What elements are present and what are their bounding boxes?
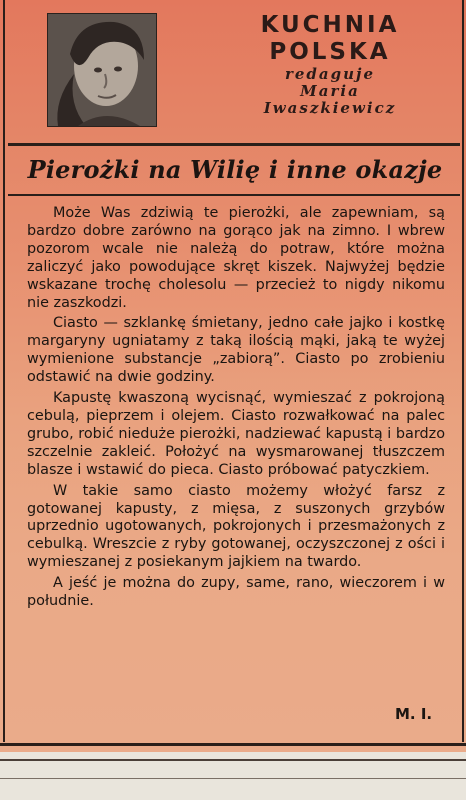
clipping-left-border: [3, 0, 5, 742]
masthead-line-2: POLSKA: [269, 39, 391, 65]
paragraph-dough: Ciasto — szklankę śmietany, jedno całe jajko i kostkę margaryny ugniatamy z taką ilością mąki, jaką te wyżej wymienione substancje „zabiorą”. Ciasto po zrobieniu odstawić na dwie godziny.: [27, 315, 445, 386]
article-title: Pierożki na Wilię i inne okazje: [27, 155, 443, 184]
masthead-editor-last-name: Iwaszkiewicz: [263, 99, 397, 117]
paragraph-serving: A jeść je można do zupy, same, rano, wieczorem i w południe.: [27, 575, 445, 610]
page-rule-thin: [0, 778, 466, 779]
article-body: [27, 205, 445, 614]
masthead-line-1: KUCHNIA: [260, 12, 400, 38]
clipping-right-border: [462, 0, 464, 742]
paragraph-intro: Może Was zdziwią te pierożki, ale zapewniam, są bardzo dobre zarówno na gorąco jak na zimno. I wbrew pozorom wcale nie należą do potraw, które można zaliczyć jako powodujące skręt kiszek. Najwyżej będzie wskazane trochę cholesolu — przecież to nigdy nikomu nie zaszkodzi.: [27, 205, 445, 311]
portrait-image: [48, 14, 156, 126]
header-rule: [8, 143, 460, 146]
column-masthead: [200, 12, 460, 117]
title-rule: [8, 194, 460, 196]
masthead-editor-first-name: Maria: [300, 82, 360, 100]
paragraph-other-fillings: W takie samo ciasto możemy włożyć farsz z gotowanej kapusty, z mięsa, z suszonych grzybów uprzednio ugotowanych, pokrojonych i przesmażonych z cebulką. Wreszcie z ryby gotowanej, oczyszczonej z ości i wymieszanej z posiekanym jajkiem na twardo.: [27, 482, 445, 571]
page-rule: [0, 759, 466, 761]
paragraph-cabbage-filling: Kapustę kwaszoną wycisnąć, wymieszać z pokrojoną cebulą, pieprzem i olejem. Ciasto rozwałkować na palec grubo, robić nieduże pierożki, nadziewać kapustą i bardzo szczelnie zakleić. Położyć na wysmarowanej tłuszczem blasze i wstawić do pieca. Ciasto próbować patyczkiem.: [27, 390, 445, 478]
author-portrait-photo: [47, 13, 157, 127]
author-signature: M. I.: [395, 705, 433, 723]
clipping-bottom-rule: [0, 743, 466, 746]
masthead-editor-label: redaguje: [284, 65, 376, 83]
